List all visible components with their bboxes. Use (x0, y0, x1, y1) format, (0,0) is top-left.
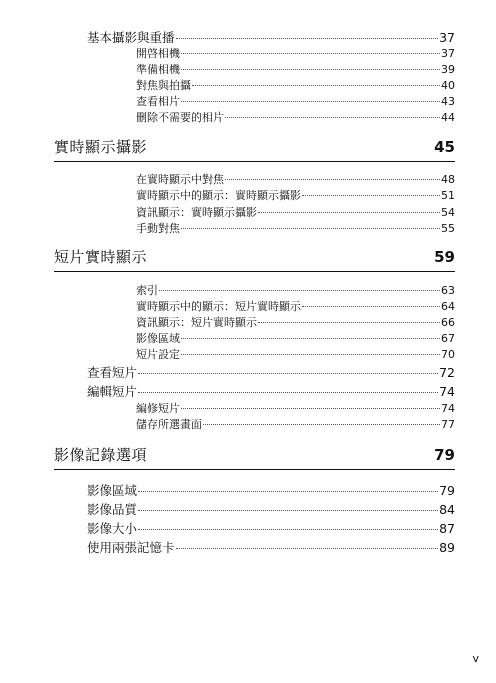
toc-entry-page: 84 (439, 502, 455, 517)
toc-entry-page: 55 (441, 222, 455, 235)
toc-entry[interactable] (87, 500, 455, 518)
leader-dots (138, 392, 438, 393)
leader-dots (138, 491, 438, 492)
toc-entry[interactable] (87, 363, 455, 381)
leader-dots (225, 117, 440, 118)
leader-dots (181, 408, 440, 409)
toc-entry-page: 87 (439, 521, 455, 536)
toc-entry[interactable] (136, 330, 455, 346)
section-page: 59 (434, 248, 455, 266)
toc-entry-page: 77 (441, 418, 455, 431)
toc-entry[interactable] (136, 109, 455, 125)
toc-entry-title: 編輯短片 (87, 384, 138, 399)
toc-entry-title: 影像大小 (87, 521, 138, 536)
section-title: 影像記錄選項 (54, 446, 148, 464)
toc-entry[interactable] (136, 45, 455, 61)
leader-dots (181, 228, 440, 229)
toc-entry[interactable] (136, 298, 455, 314)
leader-dots (302, 195, 440, 196)
toc-entry[interactable] (87, 382, 455, 400)
leader-dots (258, 212, 440, 213)
page-folio: v (472, 652, 479, 665)
toc-entry-page: 43 (441, 95, 455, 108)
toc-entry[interactable] (136, 220, 455, 236)
toc-entry-title: 影像品質 (87, 502, 138, 517)
leader-dots (176, 38, 439, 39)
toc-entry-title: 編修短片 (136, 402, 180, 415)
toc-entry-title: 基本攝影與重播 (87, 30, 175, 45)
toc-entry-title: 影像區域 (87, 483, 138, 498)
leader-dots (181, 101, 440, 102)
toc-entry-page: 54 (441, 206, 455, 219)
toc-entry-title: 查看相片 (136, 95, 180, 108)
section-page: 45 (434, 138, 455, 156)
leader-dots (181, 338, 440, 339)
toc-entry-page: 67 (441, 332, 455, 345)
toc-entry[interactable] (136, 416, 455, 432)
leader-dots (258, 322, 440, 323)
toc-entry[interactable] (87, 519, 455, 537)
toc-entry-title: 刪除不需要的相片 (136, 111, 224, 124)
leader-dots (302, 306, 440, 307)
toc-entry[interactable] (87, 481, 455, 499)
toc-entry-title: 索引 (136, 284, 158, 297)
toc-entry[interactable] (136, 346, 455, 362)
leader-dots (159, 290, 440, 291)
toc-entry-page: 89 (439, 540, 455, 555)
section-page: 79 (434, 446, 455, 464)
toc-entry-page: 37 (439, 30, 455, 45)
toc-entry-title: 在實時顯示中對焦 (136, 173, 224, 186)
toc-entry[interactable] (136, 314, 455, 330)
leader-dots (192, 85, 440, 86)
toc-entry-page: 63 (441, 284, 455, 297)
toc-entry[interactable] (136, 77, 455, 93)
toc-entry-page: 37 (441, 47, 455, 60)
leader-dots (138, 529, 438, 530)
section-heading[interactable] (54, 444, 455, 470)
leader-dots (225, 179, 440, 180)
toc-entry-title: 查看短片 (87, 365, 138, 380)
toc-entry-title: 手動對焦 (136, 222, 180, 235)
toc-entry-title: 對焦與拍攝 (136, 79, 191, 92)
leader-dots (181, 354, 440, 355)
toc-entry-page: 72 (439, 365, 455, 380)
leader-dots (176, 548, 439, 549)
leader-dots (181, 53, 440, 54)
leader-dots (203, 424, 440, 425)
toc-entry[interactable] (136, 171, 455, 187)
toc-entry-page: 51 (441, 189, 455, 202)
leader-dots (138, 373, 438, 374)
leader-dots (138, 510, 438, 511)
toc-entry[interactable] (136, 282, 455, 298)
toc-entry-title: 開啓相機 (136, 47, 180, 60)
toc-entry-title: 儲存所選畫面 (136, 418, 202, 431)
toc-entry-page: 48 (441, 173, 455, 186)
toc-entry-page: 74 (439, 384, 455, 399)
toc-entry[interactable] (136, 61, 455, 77)
toc-entry-title: 實時顯示中的顯示：實時顯示攝影 (136, 189, 301, 202)
section-title: 實時顯示攝影 (54, 138, 148, 156)
toc-entry-title: 實時顯示中的顯示：短片實時顯示 (136, 300, 301, 313)
toc-entry-page: 66 (441, 316, 455, 329)
toc-entry-title: 短片設定 (136, 348, 180, 361)
toc-entry-page: 44 (441, 111, 455, 124)
leader-dots (181, 69, 440, 70)
toc-entry-title: 資訊顯示：短片實時顯示 (136, 316, 257, 329)
toc-entry[interactable] (87, 28, 455, 46)
toc-entry-title: 準備相機 (136, 63, 180, 76)
toc-entry[interactable] (136, 204, 455, 220)
toc-entry-page: 39 (441, 63, 455, 76)
toc-entry[interactable] (136, 93, 455, 109)
section-heading[interactable] (54, 246, 455, 272)
toc-entry-title: 影像區域 (136, 332, 180, 345)
toc-entry[interactable] (136, 400, 455, 416)
toc-entry-page: 74 (441, 402, 455, 415)
toc-entry[interactable] (136, 187, 455, 203)
toc-entry-page: 40 (441, 79, 455, 92)
toc-entry-page: 64 (441, 300, 455, 313)
toc-entry-title: 資訊顯示：實時顯示攝影 (136, 206, 257, 219)
toc-entry[interactable] (87, 538, 455, 556)
section-title: 短片實時顯示 (54, 248, 148, 266)
section-heading[interactable] (54, 136, 455, 162)
toc-entry-page: 79 (439, 483, 455, 498)
toc-entry-page: 70 (441, 348, 455, 361)
toc-entry-title: 使用兩張記憶卡 (87, 540, 175, 555)
